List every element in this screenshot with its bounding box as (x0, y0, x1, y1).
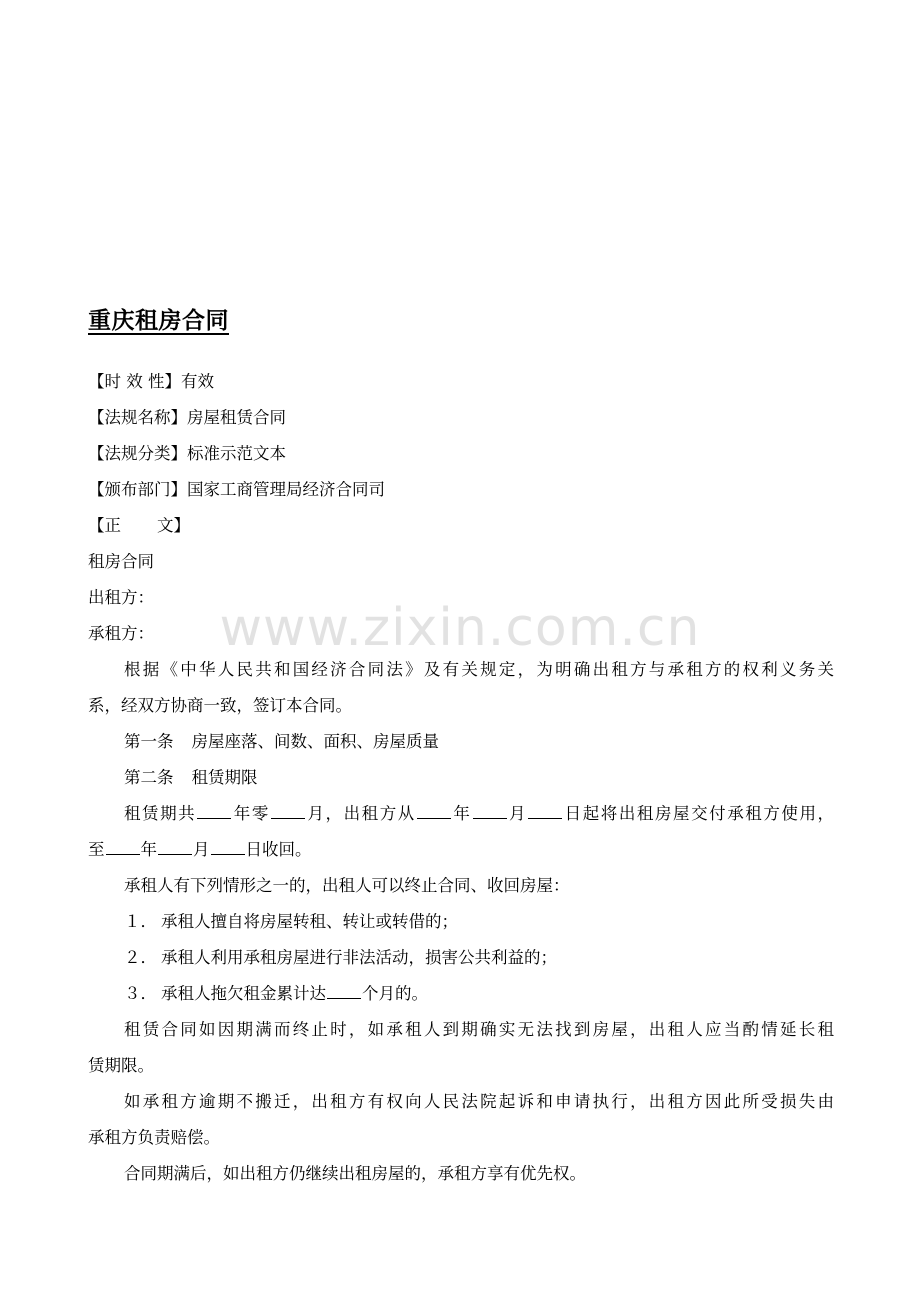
blank-field (473, 804, 507, 819)
extend-line-1: 租赁合同如因期满而终止时，如承租人到期确实无法找到房屋，出租人应当酌情延长租 (124, 1020, 834, 1039)
term-line-2 (88, 832, 834, 868)
terminate-item-2 (88, 940, 834, 976)
document-body (88, 364, 834, 1192)
blank-field (158, 840, 192, 855)
preamble-line-1: 根据《中华人民共和国经济合同法》及有关规定，为明确出租方与承租方的权利义务关 (124, 660, 834, 679)
meta-validity (88, 364, 834, 400)
terminate-item-1 (88, 904, 834, 940)
article-2 (88, 760, 834, 796)
article-1 (88, 724, 834, 760)
item-number: １． (124, 912, 157, 931)
item-number: ３． (124, 984, 157, 1003)
meta-name-value: 房屋租赁合同 (187, 408, 286, 427)
document-title: 重庆租房合同 (88, 308, 229, 334)
watermark: www.zixin.com.cn (219, 598, 701, 658)
term-text: 年 (451, 804, 472, 823)
meta-name (88, 400, 834, 436)
blank-field (106, 840, 140, 855)
article-2-title: 租赁期限 (191, 768, 258, 787)
priority-line: 合同期满后，如出租方仍继续出租房屋的，承租方享有优先权。 (124, 1164, 586, 1183)
meta-body-label-left: 【正 (88, 516, 121, 535)
term-text: 月 (193, 840, 210, 859)
lessor-line: 出租方： (88, 588, 154, 607)
blank-field (417, 804, 451, 819)
item-text: 承租人利用承租房屋进行非法活动，损害公共利益的； (161, 948, 557, 967)
blank-field (327, 984, 361, 999)
term-text: 日收回。 (245, 840, 312, 859)
overdue-line-2: 承租方负责赔偿。 (88, 1128, 220, 1147)
meta-category-value: 标准示范文本 (187, 444, 286, 463)
term-line-1 (88, 796, 834, 832)
article-1-title: 房屋座落、间数、面积、房屋质量 (191, 732, 439, 751)
contract-title: 租房合同 (88, 552, 154, 571)
blank-field (197, 804, 231, 819)
meta-validity-label: 【时 效 性】 (88, 372, 181, 391)
terminate-item-3 (88, 976, 834, 1012)
item-number: ２． (124, 948, 157, 967)
meta-validity-value: 有效 (181, 372, 214, 391)
terminate-intro: 承租人有下列情形之一的，出租人可以终止合同、收回房屋： (124, 876, 570, 895)
meta-body-label (88, 508, 834, 544)
lessee-line: 承租方： (88, 624, 154, 643)
term-text: 租赁期共 (124, 804, 197, 823)
item-text: 个月的。 (362, 984, 428, 1003)
item-text: 承租人擅自将房屋转租、转让或转借的； (161, 912, 458, 931)
term-text: 至 (88, 840, 105, 859)
meta-body-label-right: 文】 (157, 516, 190, 535)
term-text: 月，出租方从 (305, 804, 416, 823)
extend-line-2: 赁期限。 (88, 1056, 154, 1075)
term-text: 月 (507, 804, 528, 823)
meta-issuer (88, 472, 834, 508)
blank-field (528, 804, 562, 819)
meta-name-label: 【法规名称】 (88, 408, 187, 427)
meta-issuer-label: 【颁布部门】 (88, 480, 187, 499)
preamble-line-2: 系，经双方协商一致，签订本合同。 (88, 696, 352, 715)
term-text: 年零 (232, 804, 270, 823)
blank-field (211, 840, 245, 855)
item-text: 承租人拖欠租金累计达 (161, 984, 326, 1003)
term-text: 年 (140, 840, 157, 859)
term-text: 日起将出租房屋交付承租方使用， (563, 804, 835, 823)
meta-category (88, 436, 834, 472)
blank-field (271, 804, 305, 819)
article-2-number: 第二条 (124, 768, 174, 787)
meta-category-label: 【法规分类】 (88, 444, 187, 463)
meta-issuer-value: 国家工商管理局经济合同司 (187, 480, 385, 499)
overdue-line-1: 如承租方逾期不搬迁，出租方有权向人民法院起诉和申请执行，出租方因此所受损失由 (124, 1092, 834, 1111)
article-1-number: 第一条 (124, 732, 174, 751)
